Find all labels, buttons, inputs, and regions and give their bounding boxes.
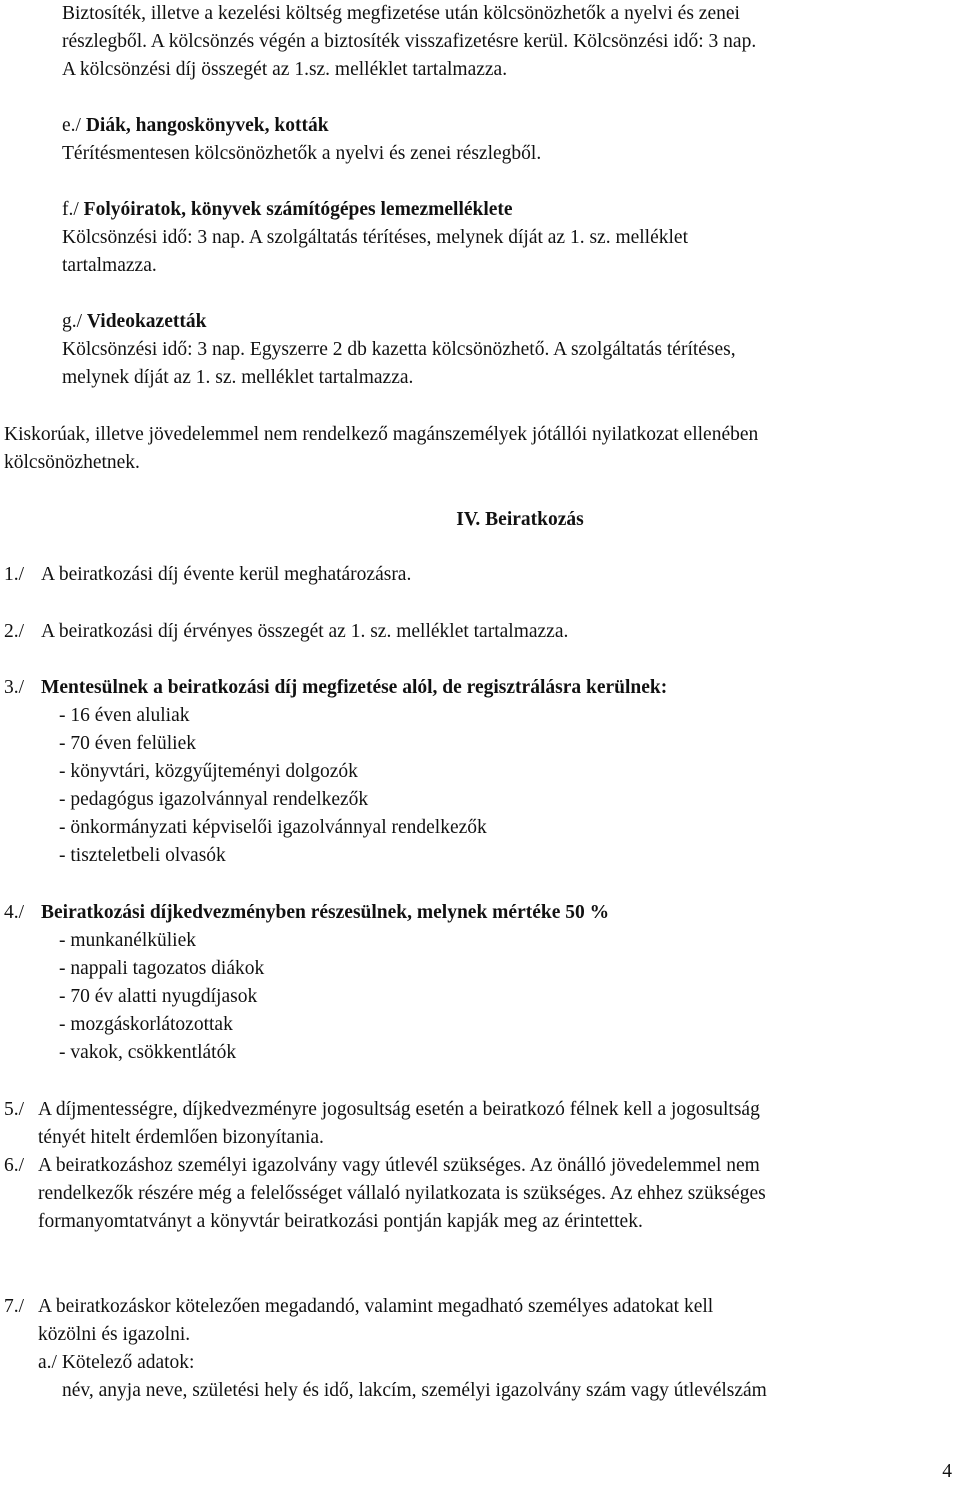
- minors-line: Kiskorúak, illetve jövedelemmel nem rendelkező magánszemélyek jótállói nyilatkozat ellenében: [4, 424, 759, 445]
- paragraph-2: [4, 618, 568, 646]
- section-title: IV. Beiratkozás: [456, 509, 584, 530]
- list-item: - vakok, csökkentlátók: [59, 1042, 237, 1063]
- paragraph-6-line: rendelkezők részére még a felelősséget vállaló nyilatkozata is szükséges. Az ehhez szükséges: [38, 1183, 766, 1204]
- item-g-title: Videokazetták: [86, 311, 207, 332]
- item-e-prefix: e./: [62, 115, 81, 136]
- paragraph-7-line: A beiratkozáskor kötelezően megadandó, valamint megadható személyes adatokat kell: [38, 1296, 714, 1317]
- paragraph-6-line: A beiratkozáshoz személyi igazolvány vagy útlevél szükséges. Az önálló jövedelemmel nem: [38, 1155, 760, 1176]
- paragraph-5-line: A díjmentességre, díjkedvezményre jogosultság esetén a beiratkozó félnek kell a jogosultság: [38, 1099, 760, 1120]
- list-item: - 70 éven felüliek: [59, 733, 196, 754]
- paragraph-1: [4, 561, 411, 589]
- item-e-heading: [62, 112, 329, 140]
- list-item: - nappali tagozatos diákok: [59, 958, 265, 979]
- item-f-prefix: f./: [62, 199, 79, 220]
- paragraph-4: [4, 899, 609, 927]
- paragraph-6-line: formanyomtatványt a könyvtár beiratkozási pontján kapják meg az érintettek.: [38, 1211, 643, 1232]
- paragraph-text: A beiratkozási díj évente kerül meghatározásra.: [41, 564, 412, 585]
- item-f-title: Folyóiratok, könyvek számítógépes lemezmelléklete: [83, 199, 513, 220]
- paragraph-7-number: 7./: [4, 1296, 25, 1317]
- list-item: - 70 év alatti nyugdíjasok: [59, 986, 258, 1007]
- item-g-line: Kölcsönzési idő: 3 nap. Egyszerre 2 db kazetta kölcsönözhető. A szolgáltatás térítéses,: [62, 339, 736, 360]
- list-item: - pedagógus igazolvánnyal rendelkezők: [59, 789, 369, 810]
- minors-line: kölcsönözhetnek.: [4, 452, 140, 473]
- list-item: - tiszteletbeli olvasók: [59, 845, 226, 866]
- item-e-title: Diák, hangoskönyvek, kották: [85, 115, 329, 136]
- intro-paragraph: [62, 0, 955, 84]
- list-item: - munkanélküliek: [59, 930, 197, 951]
- paragraph-number: 4./: [4, 902, 25, 923]
- paragraph-6-number: 6./: [4, 1155, 25, 1176]
- paragraph-title: Mentesülnek a beiratkozási díj megfizetése alól, de regisztrálásra kerülnek:: [41, 677, 668, 698]
- intro-line: A kölcsönzési díj összegét az 1.sz. melléklet tartalmazza.: [62, 59, 508, 80]
- list-item: - mozgáskorlátozottak: [59, 1014, 233, 1035]
- paragraph-number: 2./: [4, 621, 25, 642]
- paragraph-title: Beiratkozási díjkedvezményben részesülnek, melynek mértéke 50 %: [41, 902, 610, 923]
- paragraph-7-line: közölni és igazolni.: [38, 1324, 191, 1345]
- paragraph-3: [4, 674, 667, 702]
- item-f-line: Kölcsönzési idő: 3 nap. A szolgáltatás térítéses, melynek díját az 1. sz. melléklet: [62, 227, 688, 248]
- paragraph-number: 3./: [4, 677, 25, 698]
- item-g-line: melynek díját az 1. sz. melléklet tartalmazza.: [62, 367, 414, 388]
- paragraph-5-number: 5./: [4, 1099, 25, 1120]
- list-item: - önkormányzati képviselői igazolvánnyal rendelkezők: [59, 817, 487, 838]
- mandatory-data-text: név, anyja neve, születési hely és idő, lakcím, személyi igazolvány szám vagy útlevélszám: [62, 1380, 767, 1401]
- intro-line: Biztosíték, illetve a kezelési költség megfizetése után kölcsönözhetők a nyelvi és zenei: [62, 3, 740, 24]
- intro-line: részlegből. A kölcsönzés végén a biztosíték visszafizetésre kerül. Kölcsönzési idő: 3 nap.: [62, 31, 757, 52]
- item-g-heading: [62, 308, 206, 336]
- paragraph-number: 1./: [4, 564, 25, 585]
- mandatory-data-label: a./ Kötelező adatok:: [38, 1352, 195, 1373]
- item-e-text: Térítésmentesen kölcsönözhetők a nyelvi és zenei részlegből.: [62, 143, 542, 164]
- exempt-list: [59, 702, 487, 870]
- paragraph-text: A beiratkozási díj érvényes összegét az 1. sz. melléklet tartalmazza.: [41, 621, 569, 642]
- discount-list: [59, 927, 264, 1067]
- item-f-heading: [62, 196, 513, 224]
- item-f-line: tartalmazza.: [62, 255, 157, 276]
- page-number: 4: [942, 1461, 952, 1482]
- list-item: - 16 éven aluliak: [59, 705, 190, 726]
- paragraph-5-line: tényét hitelt érdemlően bizonyítania.: [38, 1127, 324, 1148]
- item-g-prefix: g./: [62, 311, 83, 332]
- list-item: - könyvtári, közgyűjteményi dolgozók: [59, 761, 358, 782]
